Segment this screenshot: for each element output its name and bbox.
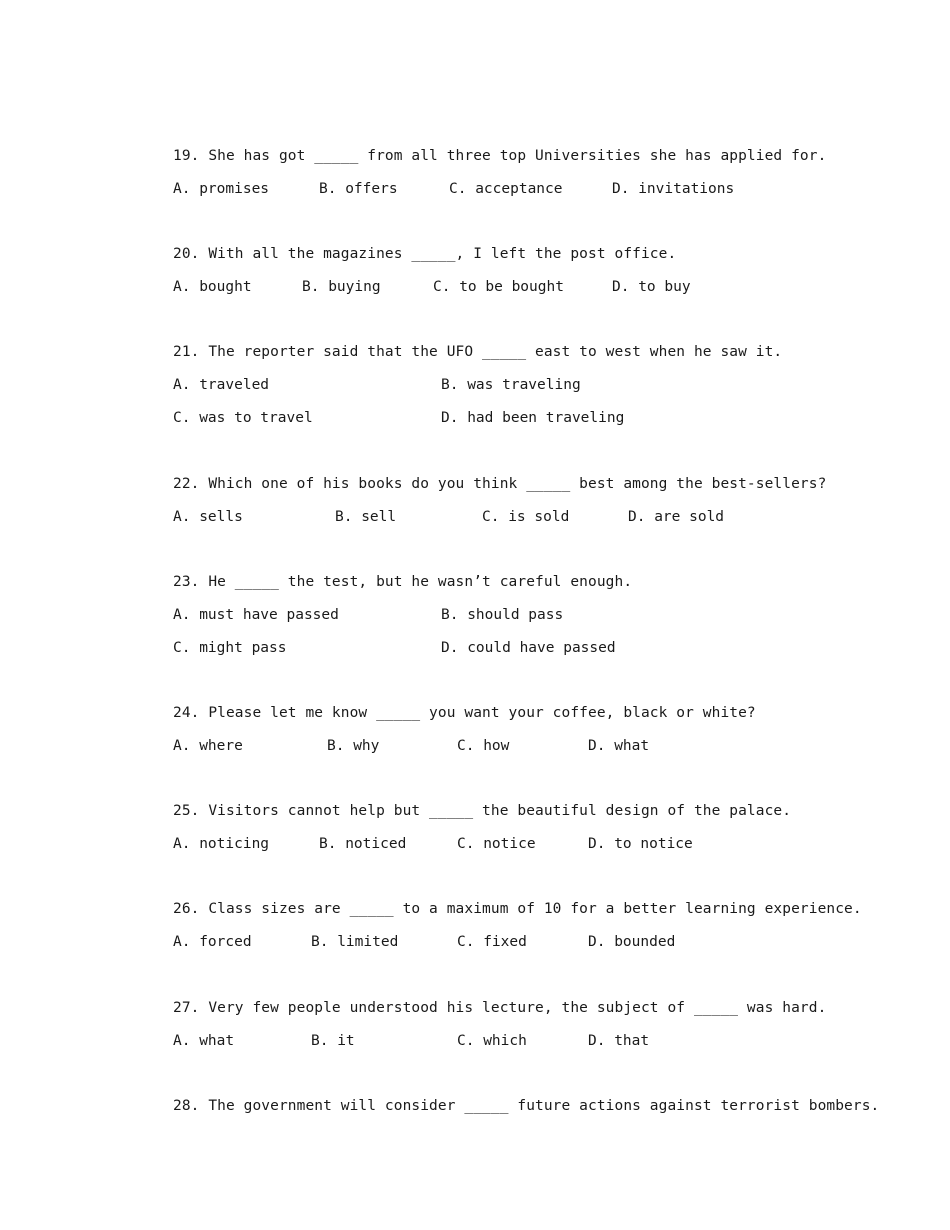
question-26-option-c: C. fixed bbox=[457, 934, 527, 950]
question-21-option-a: A. traveled bbox=[173, 377, 270, 393]
question-23-option-d: D. could have passed bbox=[441, 640, 616, 656]
question-19-option-b: B. offers bbox=[319, 181, 398, 197]
question-20-stem: 20. With all the magazines _____, I left the post office. bbox=[173, 246, 677, 262]
question-24-option-c: C. how bbox=[457, 738, 510, 754]
question-21-option-d: D. had been traveling bbox=[441, 410, 625, 426]
question-25-stem: 25. Visitors cannot help but _____ the beautiful design of the palace. bbox=[173, 803, 792, 819]
question-23-option-b: B. should pass bbox=[441, 607, 564, 623]
question-20-option-a: A. bought bbox=[173, 279, 252, 295]
question-25-option-d: D. to notice bbox=[588, 836, 693, 852]
question-25-option-b: B. noticed bbox=[319, 836, 407, 852]
question-26-option-d: D. bounded bbox=[588, 934, 676, 950]
question-23-stem: 23. He _____ the test, but he wasn’t careful enough. bbox=[173, 574, 633, 590]
question-21-option-b: B. was traveling bbox=[441, 377, 581, 393]
question-24-stem: 24. Please let me know _____ you want your coffee, black or white? bbox=[173, 705, 756, 721]
question-22-option-c: C. is sold bbox=[482, 509, 570, 525]
question-27-option-a: A. what bbox=[173, 1033, 235, 1049]
question-27-option-c: C. which bbox=[457, 1033, 527, 1049]
question-22-option-d: D. are sold bbox=[628, 509, 725, 525]
question-24-option-b: B. why bbox=[327, 738, 380, 754]
question-19-option-a: A. promises bbox=[173, 181, 270, 197]
question-23-option-c: C. might pass bbox=[173, 640, 287, 656]
question-27-option-d: D. that bbox=[588, 1033, 650, 1049]
question-22-option-b: B. sell bbox=[335, 509, 397, 525]
question-20-option-c: C. to be bought bbox=[433, 279, 564, 295]
question-27-option-b: B. it bbox=[311, 1033, 355, 1049]
question-22-option-a: A. sells bbox=[173, 509, 243, 525]
question-19-stem: 19. She has got _____ from all three top Universities she has applied for. bbox=[173, 148, 827, 164]
question-19-option-c: C. acceptance bbox=[449, 181, 563, 197]
question-20-option-b: B. buying bbox=[302, 279, 381, 295]
question-21-option-c: C. was to travel bbox=[173, 410, 313, 426]
question-21-stem: 21. The reporter said that the UFO _____ east to west when he saw it. bbox=[173, 344, 783, 360]
question-26-option-a: A. forced bbox=[173, 934, 252, 950]
question-26-stem: 26. Class sizes are _____ to a maximum of 10 for a better learning experience. bbox=[173, 901, 862, 917]
question-27-stem: 27. Very few people understood his lecture, the subject of _____ was hard. bbox=[173, 1000, 827, 1016]
question-28-stem: 28. The government will consider _____ future actions against terrorist bombers. bbox=[173, 1098, 880, 1114]
question-23-option-a: A. must have passed bbox=[173, 607, 339, 623]
question-25-option-c: C. notice bbox=[457, 836, 536, 852]
question-25-option-a: A. noticing bbox=[173, 836, 270, 852]
question-24-option-a: A. where bbox=[173, 738, 243, 754]
question-24-option-d: D. what bbox=[588, 738, 650, 754]
question-26-option-b: B. limited bbox=[311, 934, 399, 950]
question-20-option-d: D. to buy bbox=[612, 279, 691, 295]
question-19-option-d: D. invitations bbox=[612, 181, 735, 197]
question-22-stem: 22. Which one of his books do you think _____ best among the best-sellers? bbox=[173, 476, 827, 492]
